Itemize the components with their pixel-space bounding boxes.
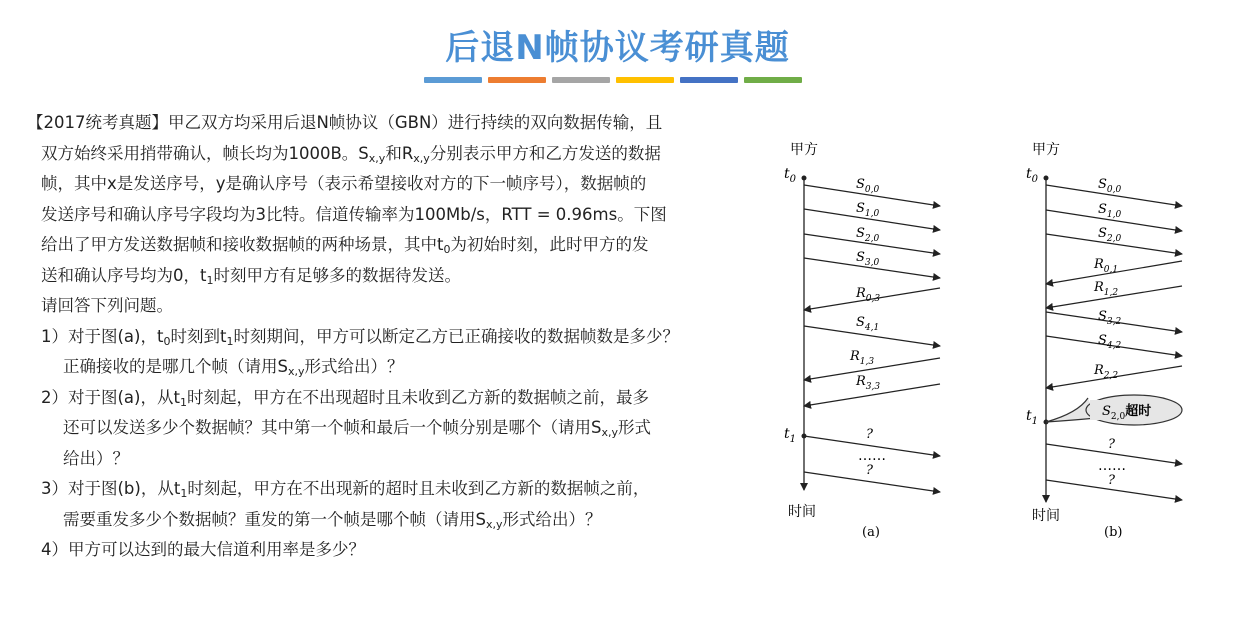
- t0-label: $t_0$: [1026, 166, 1039, 185]
- unknown-frame-label: ?: [866, 427, 873, 442]
- question-4: 4）甲方可以达到的最大信道利用率是多少？: [41, 540, 365, 559]
- color-bar: [488, 77, 546, 83]
- frame-label: $R_{0,3}$: [856, 286, 881, 304]
- sequence-diagrams: [770, 130, 1200, 550]
- frame-label: $S_{2,0}$: [1098, 226, 1122, 244]
- question-3: 3）对于图(b)，从$t_1$时刻起，甲方在不出现新的超时且未收到乙方新的数据帧之前，: [41, 479, 650, 500]
- color-bar: [744, 77, 802, 83]
- frame-label: $S_{0,0}$: [856, 177, 880, 195]
- party-label: 甲方: [790, 142, 818, 158]
- frame-label: $R_{1,3}$: [850, 349, 875, 367]
- frame-label: $S_{1,0}$: [856, 201, 880, 219]
- frame-label: $S_{4,2}$: [1098, 333, 1122, 351]
- question-1: 1）对于图(a)，$t_0$时刻到$t_1$时刻期间，甲方可以断定乙方已正确接收的数据帧数是多少？: [41, 326, 679, 348]
- frame-label: $R_{0,1}$: [1094, 257, 1119, 275]
- problem-line: 帧，其中x是发送序号，y是确认序号（表示希望接收对方的下一帧序号），数据帧的: [41, 174, 647, 193]
- ellipsis: ……: [858, 448, 886, 464]
- frame-label: $S_{3,2}$: [1098, 309, 1122, 327]
- problem-line: 【2017统考真题】甲乙双方均采用后退N帧协议（GBN）进行持续的双向数据传输，且: [27, 113, 663, 132]
- t0-label: $t_0$: [784, 166, 797, 185]
- problem-line: 给出了甲方发送数据帧和接收数据帧的两种场景，其中$t_0$为初始时刻，此时甲方的发: [41, 235, 649, 256]
- problem-line: 双方始终采用捎带确认，帧长均为1000B。$S_{x,y}$和$R_{x,y}$分别表示甲方和乙方发送的数据: [41, 143, 661, 165]
- time-axis-label: 时间: [788, 504, 816, 520]
- caption-a: (a): [862, 525, 880, 540]
- unknown-frame-label: ?: [866, 463, 873, 478]
- problem-text: [27, 108, 757, 566]
- color-bar: [552, 77, 610, 83]
- frame-label: $R_{2,2}$: [1094, 363, 1119, 381]
- frame-label: $S_{3,0}$: [856, 250, 880, 268]
- question-2: 2）对于图(a)，从$t_1$时刻起，甲方在不出现超时且未收到乙方新的数据帧之前，最多: [41, 387, 649, 409]
- caption-b: (b): [1104, 525, 1123, 540]
- callout-text: $S_{2,0}$超时: [1102, 404, 1152, 422]
- ellipsis: ……: [1098, 458, 1126, 474]
- frame-label: $R_{3,3}$: [856, 374, 881, 392]
- t1-label: $t_1$: [784, 426, 797, 445]
- page-title: 后退N帧协议考研真题: [445, 28, 790, 68]
- question-2-cont: 还可以发送多少个数据帧？其中第一个帧和最后一个帧分别是哪个（请用$S_{x,y}$形式: [63, 418, 652, 439]
- t1-label: $t_1$: [1026, 408, 1039, 427]
- t0-dot: [802, 176, 807, 181]
- frame-label: $S_{1,0}$: [1098, 202, 1122, 220]
- diagram-b: [1026, 142, 1182, 540]
- frame-label: $R_{1,2}$: [1094, 280, 1119, 298]
- question-2-cont: 给出）？: [63, 448, 129, 468]
- problem-line: 请回答下列问题。: [41, 296, 173, 315]
- frame-label: $S_{0,0}$: [1098, 177, 1122, 195]
- question-3-cont: 需要重发多少个数据帧？重发的第一个帧是哪个帧（请用$S_{x,y}$形式给出）？: [63, 509, 602, 531]
- color-bar: [680, 77, 738, 83]
- t0-dot: [1044, 176, 1049, 181]
- frame-label: $S_{4,1}$: [856, 315, 880, 333]
- question-1-cont: 正确接收的是哪几个帧（请用$S_{x,y}$形式给出）？: [63, 357, 404, 378]
- unknown-frame-label: ?: [1108, 437, 1115, 452]
- party-label: 甲方: [1032, 142, 1060, 158]
- color-bar: [424, 77, 482, 83]
- frame-label: $S_{2,0}$: [856, 226, 880, 244]
- diagram-a: [784, 142, 940, 540]
- color-bar: [616, 77, 674, 83]
- problem-line: 送和确认序号均为0，$t_1$时刻甲方有足够多的数据待发送。: [41, 265, 461, 287]
- problem-line: 发送序号和确认序号字段均为3比特。信道传输率为100Mb/s，RTT = 0.96ms。下图: [41, 204, 667, 224]
- unknown-frame-label: ?: [1108, 473, 1115, 488]
- time-axis-label: 时间: [1032, 508, 1060, 524]
- timeout-callout: [1046, 395, 1182, 425]
